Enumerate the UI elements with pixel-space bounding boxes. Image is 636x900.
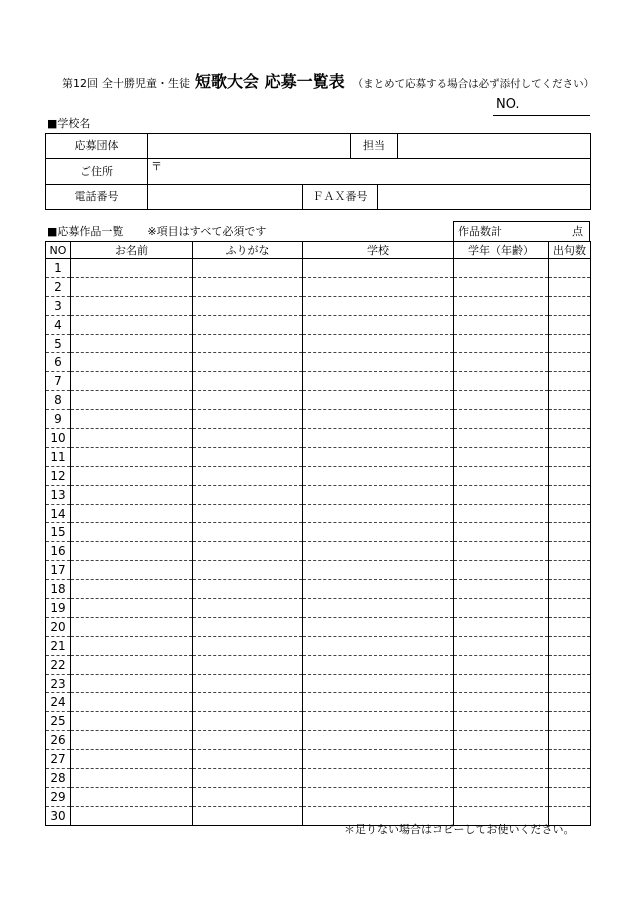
school-cell: [303, 617, 454, 636]
table-row: [46, 787, 591, 806]
group-row: [46, 134, 591, 159]
name-cell: [71, 806, 193, 825]
table-row: [46, 731, 591, 750]
count-cell: [549, 693, 591, 712]
count-cell: [549, 523, 591, 542]
school-cell: [303, 504, 454, 523]
table-row: [46, 617, 591, 636]
furigana-cell: [193, 447, 303, 466]
school-cell: [303, 353, 454, 372]
number-underline: [493, 115, 590, 116]
count-cell: [549, 334, 591, 353]
school-cell: [303, 523, 454, 542]
grade-cell: [454, 655, 549, 674]
row-number: 11: [46, 447, 71, 466]
edition-label: 第12回: [62, 77, 98, 90]
grade-cell: [454, 693, 549, 712]
grade-cell: [454, 296, 549, 315]
table-row: [46, 636, 591, 655]
table-row: [46, 674, 591, 693]
table-row: [46, 655, 591, 674]
number-label: NO.: [496, 97, 520, 112]
count-cell: [549, 674, 591, 693]
table-row: [46, 485, 591, 504]
name-cell: [71, 731, 193, 750]
grade-cell: [454, 580, 549, 599]
row-number: 17: [46, 561, 71, 580]
group-value-cell: [148, 134, 351, 159]
table-row: [46, 315, 591, 334]
furigana-cell: [193, 636, 303, 655]
table-row: [46, 447, 591, 466]
count-cell: [549, 655, 591, 674]
column-header-school: 学校: [303, 242, 454, 259]
furigana-cell: [193, 693, 303, 712]
count-cell: [549, 485, 591, 504]
name-cell: [71, 296, 193, 315]
count-cell: [549, 447, 591, 466]
count-cell: [549, 731, 591, 750]
grade-cell: [454, 277, 549, 296]
furigana-cell: [193, 750, 303, 769]
count-cell: [549, 787, 591, 806]
count-cell: [549, 636, 591, 655]
name-cell: [71, 466, 193, 485]
furigana-cell: [193, 504, 303, 523]
entries-table: [45, 241, 591, 826]
grade-cell: [454, 712, 549, 731]
row-number: 5: [46, 334, 71, 353]
grade-cell: [454, 636, 549, 655]
furigana-cell: [193, 410, 303, 429]
fax-label: ＦＡＸ番号: [303, 185, 378, 210]
entry-count-label: 作品数計: [458, 225, 502, 238]
name-cell: [71, 523, 193, 542]
school-cell: [303, 466, 454, 485]
furigana-cell: [193, 787, 303, 806]
column-header-name: お名前: [71, 242, 193, 259]
name-cell: [71, 391, 193, 410]
school-cell: [303, 485, 454, 504]
school-cell: [303, 769, 454, 788]
count-cell: [549, 542, 591, 561]
grade-cell: [454, 750, 549, 769]
phone-label: 電話番号: [46, 185, 148, 210]
name-cell: [71, 485, 193, 504]
furigana-cell: [193, 334, 303, 353]
table-row: [46, 504, 591, 523]
grade-cell: [454, 466, 549, 485]
row-number: 24: [46, 693, 71, 712]
furigana-cell: [193, 617, 303, 636]
row-number: 3: [46, 296, 71, 315]
page-title: 短歌大会 応募一覧表: [195, 72, 345, 91]
table-row: [46, 750, 591, 769]
count-cell: [549, 315, 591, 334]
entries-body: [46, 259, 591, 826]
count-cell: [549, 296, 591, 315]
grade-cell: [454, 429, 549, 448]
name-cell: [71, 599, 193, 618]
column-header-grade: 学年（年齢）: [454, 242, 549, 259]
furigana-cell: [193, 429, 303, 448]
table-row: [46, 599, 591, 618]
name-cell: [71, 712, 193, 731]
row-number: 1: [46, 259, 71, 278]
column-header-no: NO: [46, 242, 71, 259]
grade-cell: [454, 731, 549, 750]
count-cell: [549, 561, 591, 580]
school-cell: [303, 334, 454, 353]
phone-row: [46, 185, 591, 210]
name-cell: [71, 315, 193, 334]
organizer-label: 全十勝児童・生徒: [102, 77, 190, 90]
group-label: 応募団体: [46, 134, 148, 159]
row-number: 21: [46, 636, 71, 655]
name-cell: [71, 617, 193, 636]
furigana-cell: [193, 523, 303, 542]
table-row: [46, 712, 591, 731]
table-row: [46, 561, 591, 580]
name-cell: [71, 750, 193, 769]
footer-note: ＊足りない場合はコピーしてお使いください。: [344, 823, 575, 836]
furigana-cell: [193, 580, 303, 599]
grade-cell: [454, 410, 549, 429]
table-row: [46, 277, 591, 296]
row-number: 22: [46, 655, 71, 674]
grade-cell: [454, 334, 549, 353]
school-cell: [303, 599, 454, 618]
school-cell: [303, 410, 454, 429]
school-cell: [303, 787, 454, 806]
grade-cell: [454, 787, 549, 806]
furigana-cell: [193, 542, 303, 561]
school-cell: [303, 731, 454, 750]
count-cell: [549, 259, 591, 278]
entries-section-heading: [47, 225, 266, 239]
grade-cell: [454, 391, 549, 410]
school-section-heading: ■学校名: [47, 117, 91, 130]
name-cell: [71, 787, 193, 806]
school-cell: [303, 447, 454, 466]
row-number: 15: [46, 523, 71, 542]
school-cell: [303, 712, 454, 731]
row-number: 25: [46, 712, 71, 731]
table-row: [46, 296, 591, 315]
school-cell: [303, 542, 454, 561]
count-cell: [549, 750, 591, 769]
column-header-furigana: ふりがな: [193, 242, 303, 259]
name-cell: [71, 542, 193, 561]
furigana-cell: [193, 712, 303, 731]
fax-value-cell: [378, 185, 591, 210]
grade-cell: [454, 561, 549, 580]
grade-cell: [454, 504, 549, 523]
furigana-cell: [193, 391, 303, 410]
row-number: 7: [46, 372, 71, 391]
count-cell: [549, 599, 591, 618]
name-cell: [71, 504, 193, 523]
furigana-cell: [193, 731, 303, 750]
grade-cell: [454, 617, 549, 636]
contact-value-cell: [398, 134, 591, 159]
count-cell: [549, 466, 591, 485]
row-number: 26: [46, 731, 71, 750]
name-cell: [71, 636, 193, 655]
count-cell: [549, 617, 591, 636]
furigana-cell: [193, 277, 303, 296]
grade-cell: [454, 769, 549, 788]
row-number: 27: [46, 750, 71, 769]
count-cell: [549, 391, 591, 410]
grade-cell: [454, 259, 549, 278]
count-cell: [549, 712, 591, 731]
furigana-cell: [193, 259, 303, 278]
row-number: 8: [46, 391, 71, 410]
phone-value-cell: [148, 185, 303, 210]
count-cell: [549, 372, 591, 391]
row-number: 30: [46, 806, 71, 825]
name-cell: [71, 693, 193, 712]
grade-cell: [454, 674, 549, 693]
grade-cell: [454, 353, 549, 372]
count-cell: [549, 277, 591, 296]
name-cell: [71, 561, 193, 580]
attachment-note: （まとめて応募する場合は必ず添付してください）: [352, 78, 595, 90]
table-row: [46, 410, 591, 429]
school-cell: [303, 372, 454, 391]
name-cell: [71, 259, 193, 278]
row-number: 2: [46, 277, 71, 296]
entry-count-unit: 点: [572, 225, 583, 238]
count-cell: [549, 769, 591, 788]
entries-header-row: [46, 242, 591, 259]
row-number: 28: [46, 769, 71, 788]
row-number: 23: [46, 674, 71, 693]
school-cell: [303, 391, 454, 410]
table-row: [46, 693, 591, 712]
school-cell: [303, 315, 454, 334]
count-cell: [549, 504, 591, 523]
school-cell: [303, 693, 454, 712]
name-cell: [71, 372, 193, 391]
table-row: [46, 580, 591, 599]
address-label: ご住所: [46, 159, 148, 185]
table-row: [46, 334, 591, 353]
furigana-cell: [193, 769, 303, 788]
grade-cell: [454, 542, 549, 561]
name-cell: [71, 429, 193, 448]
furigana-cell: [193, 485, 303, 504]
furigana-cell: [193, 599, 303, 618]
school-cell: [303, 674, 454, 693]
required-note: ※項目はすべて必須です: [147, 225, 267, 238]
grade-cell: [454, 372, 549, 391]
name-cell: [71, 674, 193, 693]
name-cell: [71, 353, 193, 372]
furigana-cell: [193, 806, 303, 825]
school-cell: [303, 296, 454, 315]
table-row: [46, 429, 591, 448]
row-number: 19: [46, 599, 71, 618]
entries-heading-label: ■応募作品一覧: [47, 225, 124, 238]
count-cell: [549, 429, 591, 448]
column-header-count: 出句数: [549, 242, 591, 259]
entry-count-box: [453, 221, 590, 242]
row-number: 29: [46, 787, 71, 806]
row-number: 14: [46, 504, 71, 523]
count-cell: [549, 353, 591, 372]
school-cell: [303, 580, 454, 599]
school-cell: [303, 750, 454, 769]
count-cell: [549, 410, 591, 429]
school-cell: [303, 636, 454, 655]
contact-label: 担当: [351, 134, 398, 159]
row-number: 16: [46, 542, 71, 561]
name-cell: [71, 447, 193, 466]
school-cell: [303, 429, 454, 448]
table-row: [46, 391, 591, 410]
grade-cell: [454, 523, 549, 542]
grade-cell: [454, 447, 549, 466]
postal-mark: 〒: [151, 160, 162, 173]
table-row: [46, 466, 591, 485]
page-title-line: [62, 72, 594, 94]
school-cell: [303, 655, 454, 674]
name-cell: [71, 769, 193, 788]
furigana-cell: [193, 655, 303, 674]
row-number: 6: [46, 353, 71, 372]
grade-cell: [454, 599, 549, 618]
row-number: 13: [46, 485, 71, 504]
grade-cell: [454, 485, 549, 504]
table-row: [46, 769, 591, 788]
table-row: [46, 372, 591, 391]
school-cell: [303, 561, 454, 580]
table-row: [46, 259, 591, 278]
grade-cell: [454, 315, 549, 334]
furigana-cell: [193, 674, 303, 693]
name-cell: [71, 277, 193, 296]
table-row: [46, 542, 591, 561]
furigana-cell: [193, 353, 303, 372]
row-number: 12: [46, 466, 71, 485]
address-value-cell: [148, 159, 591, 185]
table-row: [46, 523, 591, 542]
furigana-cell: [193, 466, 303, 485]
school-cell: [303, 259, 454, 278]
name-cell: [71, 410, 193, 429]
furigana-cell: [193, 561, 303, 580]
name-cell: [71, 580, 193, 599]
row-number: 9: [46, 410, 71, 429]
furigana-cell: [193, 315, 303, 334]
address-row: [46, 159, 591, 185]
row-number: 10: [46, 429, 71, 448]
furigana-cell: [193, 296, 303, 315]
furigana-cell: [193, 372, 303, 391]
name-cell: [71, 334, 193, 353]
row-number: 18: [46, 580, 71, 599]
count-cell: [549, 580, 591, 599]
row-number: 4: [46, 315, 71, 334]
name-cell: [71, 655, 193, 674]
table-row: [46, 353, 591, 372]
row-number: 20: [46, 617, 71, 636]
school-cell: [303, 277, 454, 296]
school-info-table: [45, 133, 591, 210]
